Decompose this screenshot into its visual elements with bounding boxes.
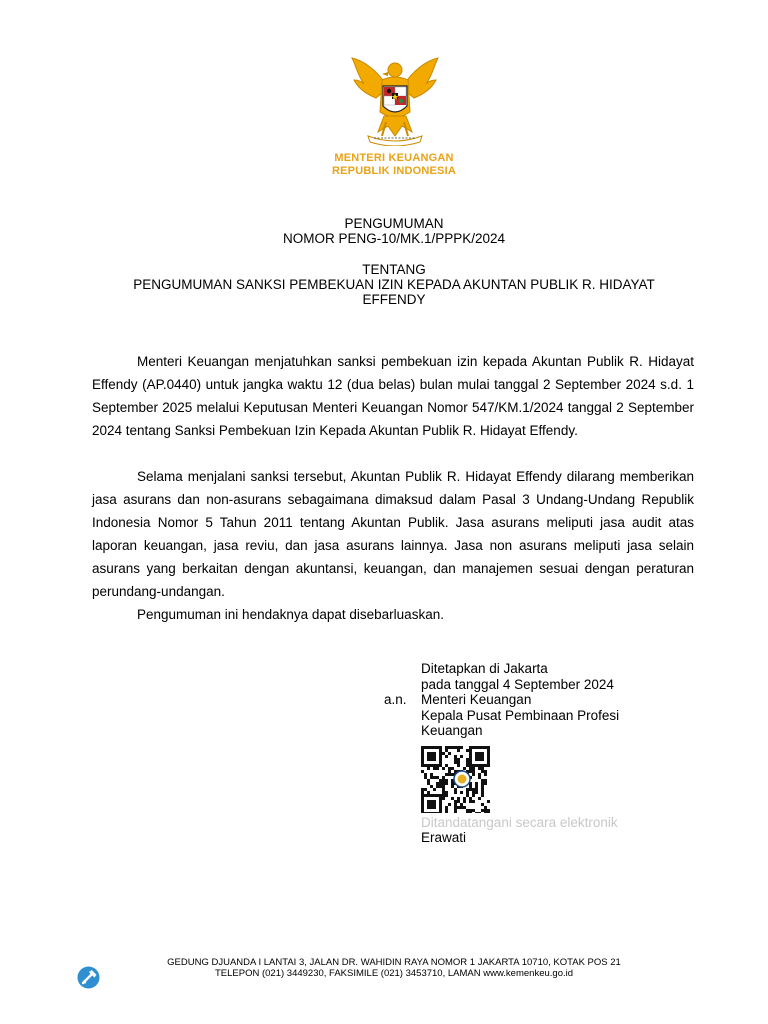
about-label: TENTANG [362,262,426,277]
signature-place: Ditetapkan di Jakarta [421,661,548,676]
footer-contact: TELEPON (021) 3449230, FAKSIMILE (021) 3453710, LAMAN www.kemenkeu.go.id [214,968,574,979]
qr-code-icon [421,746,490,813]
signature-office: Menteri Keuangan [421,692,532,707]
electronic-signature-note: Ditandatangani secara elektronik [421,815,618,830]
body-paragraph-2: Selama menjalani sanksi tersebut, Akuntan Publik R. Hidayat Effendy dilarang memberikan jasa asurans dan non-asurans sebagaimana dimaksud dalam Pasal 3 Undang-Undang Republik Indonesia Nomor 5 Tahun 2011 tentang Akuntan Publik. Jasa asurans meliputi jasa audit atas laporan keuangan, jasa reviu, dan jasa asurans lainnya. Jasa non asurans meliputi jasa selain asurans yang berkaitan dengan akuntansi, keuangan, dan manajemen sesuai dengan peraturan perundang-undangan. [92,469,694,599]
on-behalf-prefix: a.n. [384,692,407,707]
kemenkeu-badge-icon [77,966,100,989]
doc-subject-line2: EFFENDY [362,292,426,307]
doc-subject-line1: PENGUMUMAN SANKSI PEMBEKUAN IZIN KEPADA AKUNTAN PUBLIK R. HIDAYAT [133,277,655,292]
signer-name: Erawati [421,830,467,845]
body-paragraph-3: Pengumuman ini hendaknya dapat disebarluaskan. [137,607,444,622]
institution-name-line2: REPUBLIK INDONESIA [332,165,456,177]
garuda-emblem-icon [348,50,442,146]
signature-position-line2: Keuangan [421,723,483,738]
signature-date: pada tanggal 4 September 2024 [421,677,614,692]
signature-position-line1: Kepala Pusat Pembinaan Profesi [421,708,620,723]
institution-name-line1: MENTERI KEUANGAN [334,152,454,164]
doc-number: NOMOR PENG-10/MK.1/PPPK/2024 [282,231,506,246]
doc-type-title: PENGUMUMAN [344,216,444,231]
body-paragraph-1: Menteri Keuangan menjatuhkan sanksi pembekuan izin kepada Akuntan Publik R. Hidayat Effendy (AP.0440) untuk jangka waktu 12 (dua belas) bulan mulai tanggal 2 September 2024 s.d. 1 September 2025 melalui Keputusan Menteri Keuangan Nomor 547/KM.1/2024 tanggal 2 September 2024 tentang Sanksi Pembekuan Izin Kepada Akuntan Publik R. Hidayat Effendy. [92,354,694,438]
footer-address: GEDUNG DJUANDA I LANTAI 3, JALAN DR. WAHIDIN RAYA NOMOR 1 JAKARTA 10710, KOTAK POS 21 [167,957,621,968]
